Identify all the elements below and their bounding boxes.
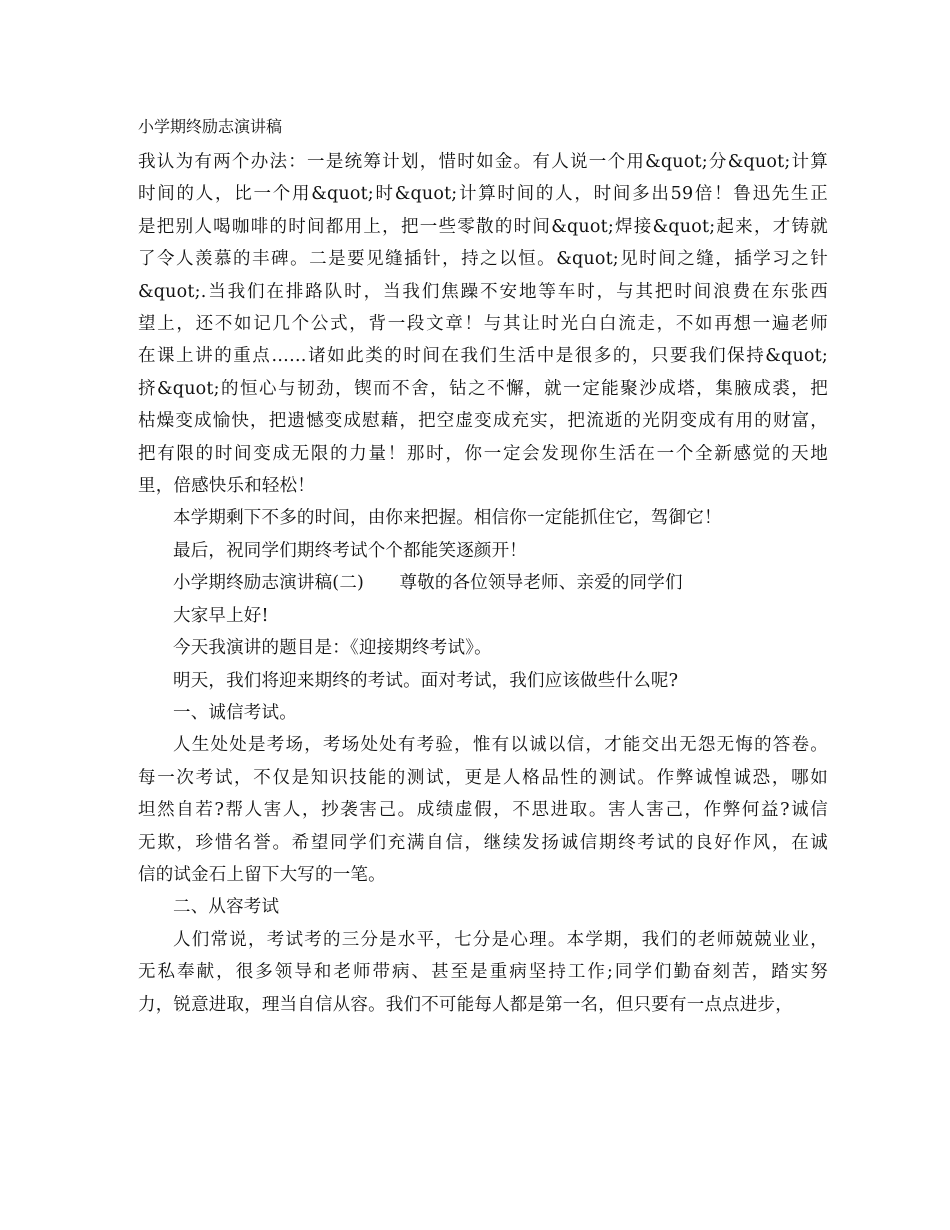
document-title: 小学期终励志演讲稿 <box>138 117 283 136</box>
paragraph-line: 把有限的时间变成无限的力量！那时，你一定会发现你生活在一个全新感觉的天地 <box>138 443 828 464</box>
paragraph-line: 大家早上好! <box>173 605 269 626</box>
paragraph <box>138 146 828 502</box>
paragraph-line: &quot;.当我们在排路队时，当我们焦躁不安地等车时，与其把时间浪费在东张西 <box>138 281 828 302</box>
document-body <box>138 146 828 1021</box>
paragraph-line: 我认为有两个办法：一是统筹计划，惜时如金。有人说一个用&quot;分&quot;计算 <box>138 152 828 172</box>
paragraph-line: 在课上讲的重点……诸如此类的时间在我们生活中是很多的，只要我们保持&quot; <box>138 346 828 367</box>
paragraph <box>138 632 828 664</box>
paragraph-line: 是把别人喝咖啡的时间都用上，把一些零散的时间&quot;焊接&quot;起来，才铸就 <box>138 216 828 237</box>
paragraph <box>138 567 828 599</box>
paragraph-line: 坦然自若?帮人害人，抄袭害己。成绩虚假，不思进取。害人害己，作弊何益?诚信 <box>138 800 828 821</box>
paragraph <box>138 891 828 923</box>
paragraph <box>138 697 828 729</box>
paragraph-line: 时间的人，比一个用&quot;时&quot;计算时间的人，时间多出59倍！鲁迅先生正 <box>138 184 828 205</box>
paragraph-line: 力，锐意进取，理当自信从容。我们不可能每人都是第一名，但只要有一点点进步， <box>138 994 793 1015</box>
paragraph-line: 挤&quot;的恒心与韧劲，锲而不舍，钻之不懈，就一定能聚沙成塔，集腋成裘，把 <box>138 378 828 399</box>
paragraph-line: 枯燥变成愉快，把遗憾变成慰藉，把空虚变成充实，把流逝的光阴变成有用的财富， <box>138 411 828 432</box>
paragraph <box>138 502 828 534</box>
paragraph <box>138 924 828 1021</box>
paragraph-line: 每一次考试，不仅是知识技能的测试，更是人格品性的测试。作弊诚惶诚恐，哪如 <box>138 767 828 788</box>
paragraph-line: 无私奉献，很多领导和老师带病、甚至是重病坚持工作;同学们勤奋刻苦，踏实努 <box>138 962 828 983</box>
paragraph-line: 里，倍感快乐和轻松！ <box>138 476 315 497</box>
paragraph <box>138 729 828 891</box>
paragraph-line: 本学期剩下不多的时间，由你来把握。相信你一定能抓住它，驾御它！ <box>173 508 722 529</box>
paragraph-line: 无欺，珍惜名誉。希望同学们充满自信，继续发扬诚信期终考试的良好作风，在诚 <box>138 832 828 853</box>
paragraph-line: 明天，我们将迎来期终的考试。面对考试，我们应该做些什么呢? <box>173 670 679 691</box>
paragraph-line: 最后，祝同学们期终考试个个都能笑逐颜开！ <box>173 540 527 561</box>
paragraph <box>138 535 828 567</box>
paragraph-line: 信的试金石上留下大写的一笔。 <box>138 864 386 885</box>
paragraph-line: 了令人羡慕的丰碑。二是要见缝插针，持之以恒。&quot;见时间之缝，插学习之针 <box>138 249 828 270</box>
paragraph-line: 人生处处是考场，考场处处有考验，惟有以诚以信，才能交出无怨无悔的答卷。 <box>173 735 828 756</box>
paragraph-line: 一、诚信考试。 <box>173 702 297 723</box>
paragraph <box>138 665 828 697</box>
paragraph-line: 人们常说，考试考的三分是水平，七分是心理。本学期，我们的老师兢兢业业， <box>173 929 828 950</box>
paragraph-line: 今天我演讲的题目是：《迎接期终考试》。 <box>173 638 492 659</box>
paragraph <box>138 600 828 632</box>
paragraph-line: 小学期终励志演讲稿(二) 尊敬的各位领导老师、亲爱的同学们 <box>173 573 683 594</box>
paragraph-line: 望上，还不如记几个公式，背一段文章！与其让时光白白流走，不如再想一遍老师 <box>138 314 828 335</box>
paragraph-line: 二、从容考试 <box>173 897 280 918</box>
document-page <box>138 112 828 1021</box>
